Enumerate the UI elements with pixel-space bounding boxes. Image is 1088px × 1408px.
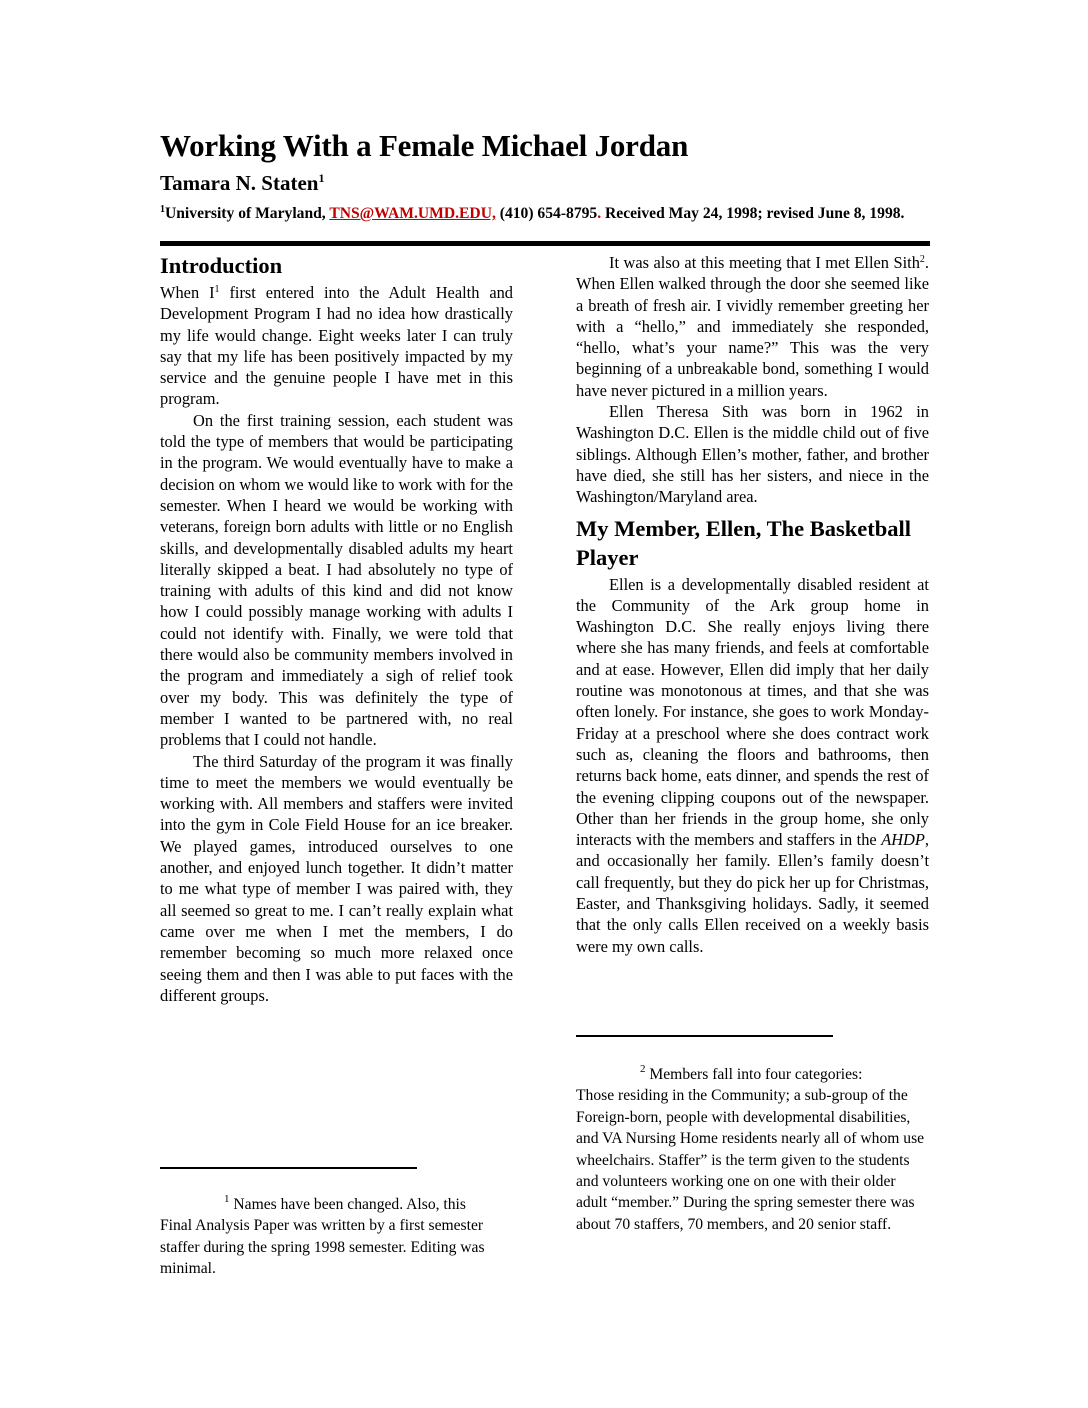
received-date: Received May 24, 1998; revised June 8, 1998.: [601, 205, 905, 222]
member-section-heading: My Member, Ellen, The Basketball Player: [576, 515, 912, 570]
footnote-2-mark: 2: [640, 1063, 646, 1075]
footnote-1-mark: 1: [224, 1193, 230, 1205]
footnote-2-lead: [576, 1064, 926, 1085]
footnote-2-lead-text: Members fall into four categories:: [645, 1066, 863, 1083]
footnote-ref-1: 1: [214, 284, 220, 295]
meeting-p-rest: . When Ellen walked through the door she seemed like a breath of fresh air. I vividly remember greeting her with a “hello,” and immediately she responded, “hello, what’s your name?” This was the very beginning of a unbreakable bond, something I would have never pictured in a million years.: [576, 253, 929, 400]
footnote-ref-2: 2: [919, 254, 925, 265]
member-p-rest: , and occasionally her family. Ellen’s family doesn’t call frequently, but they do pick her up for Christmas, Easter, and Thanksgiving holidays. Sadly, it seemed that the only calls Ellen received on a weekly basis were my own calls.: [576, 830, 929, 956]
intro-p1-rest: first entered into the Adult Health and Development Program I had no idea how drastically my life would change. Eight weeks later I can truly say that my life has been positively impacted by my service and the genuine people I have met in this program.: [160, 283, 513, 409]
ahdp-abbrev: AHDP: [881, 830, 925, 850]
footnote-1-lead-text: Names have been changed. Also, this: [229, 1196, 466, 1213]
footnote-2: [576, 1064, 926, 1235]
introduction-heading: Introduction: [160, 253, 283, 278]
intro-paragraph-3: The third Saturday of the program it was finally time to meet the members we would eventually be working with. All members and staffers were invited into the gym in Cole Field House for an ice breaker. We played games, introduced ourselves to one another, and enjoyed lunch together. It didn’t matter to me what type of member I was paired with, they all seemed so great to me. I can’t really explain what came over me when I met the members, I do remember becoming so much more relaxed once seeing them and then I was able to put faces with the different groups.: [160, 751, 513, 1005]
left-column: [160, 252, 513, 1006]
author-footnote-mark: 1: [318, 171, 325, 185]
phone-text: (410) 654-8795: [495, 205, 598, 222]
intro-paragraph-1: [160, 282, 513, 410]
member-p-start: Ellen is a developmentally disabled resident at the Community of the Ark group home in Washington D.C. She really enjoys living there where she has many friends, and feels at comfortable and at ease. However, Ellen did imply that her daily routine was monotonous at times, and that she was often lonely. For instance, she goes to work Monday-Friday at a preschool where she does contract work such as, cleaning the floors and bathrooms, then returns back home, eats dinner, and spends the rest of the evening clipping coupons out of the newspaper. Other than her friends in the group home, she only interacts with the members and staffers in the: [576, 574, 929, 850]
affiliation-line: [160, 199, 930, 225]
phone-period: .: [597, 205, 602, 222]
author-name: [160, 165, 324, 196]
intro-paragraph-2: On the first training session, each student was told the type of members that would be participating in the program. We would eventually have to make a decision on whom we would like to work with for the semester. When I heard we would be working with veterans, foreign born adults with little or no English skills, and developmentally disabled adults my heart literally skipped a beat. I had absolutely no type of training with adults of this kind and did not know how I could possibly manage working with adults I could not identify with. Finally, we were told that there would also be community members involved in the program and immediately a sigh of relief took over my body. This was definitely the type of member I wanted to be partnered with, no real problems that I could not handle.: [160, 410, 513, 750]
email-link[interactable]: TNS@WAM.UMD.EDU,: [329, 205, 496, 222]
footnote-1: [160, 1194, 505, 1280]
right-column: [576, 252, 929, 957]
footnote-1-lead: [160, 1194, 505, 1215]
meeting-p-start: It was also at this meeting that I met Ellen Sith: [609, 253, 920, 272]
affiliation-text: University of Maryland,: [165, 205, 330, 222]
paper-title: Working With a Female Michael Jordan: [160, 128, 689, 163]
footnote-1-text: Final Analysis Paper was written by a first semester staffer during the spring 1998 semester. Editing was minimal.: [160, 1217, 485, 1278]
meeting-paragraph: [576, 252, 929, 401]
affiliation-mark: 1: [160, 204, 165, 215]
biography-paragraph: Ellen Theresa Sith was born in 1962 in Washington D.C. Ellen is the middle child out of five siblings. Although Ellen’s mother, father, and brother have died, she still has her sisters, and niece in the Washington/Maryland area.: [576, 402, 929, 507]
member-paragraph: [576, 574, 929, 957]
intro-p1-start: When I: [160, 283, 215, 302]
author-text: Tamara N. Staten: [160, 171, 319, 195]
footnote-rule-right: [576, 1035, 833, 1037]
footnote-2-text: Those residing in the Community; a sub-group of the Foreign-born, people with developmental disabilities, and VA Nursing Home residents nearly all of whom use wheelchairs. Staffer” is the term given to the students and volunteers working one on one with their older adult “member.” During the spring semester there was about 70 staffers, 70 members, and 20 senior staff.: [576, 1087, 925, 1233]
header-rule: [160, 241, 930, 246]
footnote-rule-left: [160, 1167, 417, 1169]
